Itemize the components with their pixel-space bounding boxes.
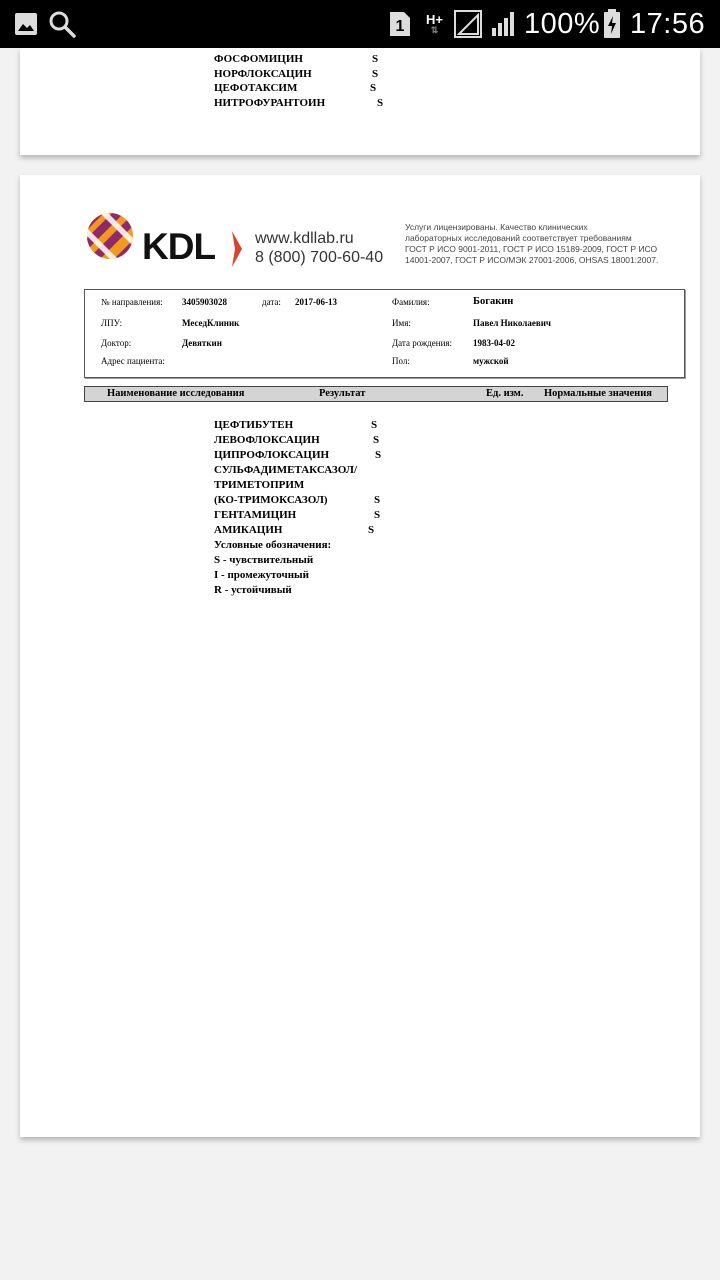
sex-value: мужской <box>473 356 509 366</box>
antibiotic-result: S <box>371 419 378 431</box>
antibiotic-result: S <box>375 449 382 461</box>
sim-icon <box>388 0 412 48</box>
surname-value: Богакин <box>473 296 514 307</box>
antibiotic-name: ТРИМЕТОПРИМ <box>214 479 305 491</box>
kdl-logo-icon <box>86 211 134 261</box>
license-text <box>405 222 690 266</box>
antibiotic-result: S <box>372 53 379 65</box>
date-value: 2017-06-13 <box>295 297 337 307</box>
antibiotic-row <box>214 53 379 65</box>
clock-time: 17:56 <box>630 7 706 40</box>
antibiotic-result: S <box>374 509 381 521</box>
referral-value: 3405903028 <box>182 297 227 307</box>
sim-number: 1 <box>395 18 405 35</box>
signal-icon <box>454 0 482 48</box>
license-line: ГОСТ Р ИСО 9001-2011, ГОСТ Р ИСО 15189-2009, ГОСТ Р ИСО <box>405 244 658 254</box>
antibiotic-row <box>214 494 381 506</box>
document-page-2[interactable] <box>20 175 700 1137</box>
antibiotic-name: ЦЕФТИБУТЕН <box>214 419 294 431</box>
antibiotic-row <box>214 524 375 536</box>
col-result: Результат <box>319 388 366 399</box>
antibiotic-name: ЛЕВОФЛОКСАЦИН <box>214 434 320 446</box>
battery-icon <box>603 0 621 48</box>
col-test-name: Наименование исследования <box>107 388 245 399</box>
surname-label: Фамилия: <box>392 297 430 307</box>
status-bar <box>0 0 720 48</box>
license-line: 14001-2007, ГОСТ Р ИСО/МЭК 27001-2006, OHSAS 18001:2007. <box>405 255 659 265</box>
license-line: лабораторных исследований соответствует требованиям <box>405 233 632 243</box>
antibiotic-row <box>214 419 378 431</box>
antibiotic-result: S <box>370 82 377 94</box>
results-table-header <box>84 386 668 402</box>
brand-name: KDL <box>142 226 216 267</box>
antibiotic-row <box>214 97 384 109</box>
referral-label: № направления: <box>101 297 163 307</box>
col-units: Ед. изм. <box>486 388 524 399</box>
name-label: Имя: <box>392 318 411 328</box>
site-url: www.kdllab.ru <box>255 230 354 247</box>
dob-value: 1983-04-02 <box>473 338 515 348</box>
network-type: H+ ⇅ <box>426 12 443 35</box>
antibiotic-result: S <box>372 68 379 80</box>
chevron-right-icon <box>230 231 242 267</box>
search-icon <box>48 0 76 48</box>
antibiotic-name: НОРФЛОКСАЦИН <box>214 68 312 80</box>
signal-bars-icon <box>490 0 518 48</box>
address-label: Адрес пациента: <box>101 356 165 366</box>
antibiotic-row <box>214 464 357 476</box>
col-normal: Нормальные значения <box>544 388 652 399</box>
antibiotic-name: (КО-ТРИМОКСАЗОЛ) <box>214 494 328 506</box>
antibiotic-result: S <box>368 524 375 536</box>
battery-percent: 100% <box>524 7 601 40</box>
antibiotic-row <box>214 479 304 491</box>
antibiotic-name: СУЛЬФАДИМЕТАКСАЗОЛ/ <box>214 464 357 476</box>
antibiotic-row <box>214 82 377 94</box>
site-phone: 8 (800) 700-60-40 <box>255 249 384 266</box>
antibiotic-result: S <box>377 97 384 109</box>
legend-item: R - устойчивый <box>214 584 292 596</box>
legend-title: Условные обозначения: <box>214 539 332 551</box>
antibiotic-name: ЦЕФОТАКСИМ <box>214 82 298 94</box>
antibiotic-row <box>214 449 382 461</box>
sex-label: Пол: <box>392 356 410 366</box>
antibiotic-name: АМИКАЦИН <box>214 524 283 536</box>
doctor-value: Девяткин <box>182 338 222 348</box>
antibiotic-result: S <box>374 494 381 506</box>
antibiotic-row <box>214 68 379 80</box>
lpu-label: ЛПУ: <box>101 318 123 328</box>
patient-info-box <box>84 289 685 378</box>
name-value: Павел Николаевич <box>473 318 551 328</box>
antibiotic-name: НИТРОФУРАНТОИН <box>214 97 326 109</box>
antibiotic-name: ЦИПРОФЛОКСАЦИН <box>214 449 330 461</box>
lpu-value: МесeдКлиник <box>182 318 240 328</box>
network-type-label: H+ <box>426 12 443 27</box>
gallery-icon <box>14 0 38 48</box>
antibiotic-name: ФОСФОМИЦИН <box>214 53 303 65</box>
antibiotic-name: ГЕНТАМИЦИН <box>214 509 297 521</box>
legend-item: S - чувствительный <box>214 554 314 566</box>
doctor-label: Доктор: <box>101 338 132 348</box>
antibiotic-row <box>214 509 381 521</box>
antibiotic-result: S <box>373 434 380 446</box>
license-line: Услуги лицензированы. Качество клинических <box>405 222 588 232</box>
antibiotic-row <box>214 434 380 446</box>
legend-item: I - промежуточный <box>214 569 309 581</box>
date-label: дата: <box>262 297 281 307</box>
dob-label: Дата рождения: <box>392 338 453 348</box>
document-page-1[interactable] <box>20 48 700 155</box>
